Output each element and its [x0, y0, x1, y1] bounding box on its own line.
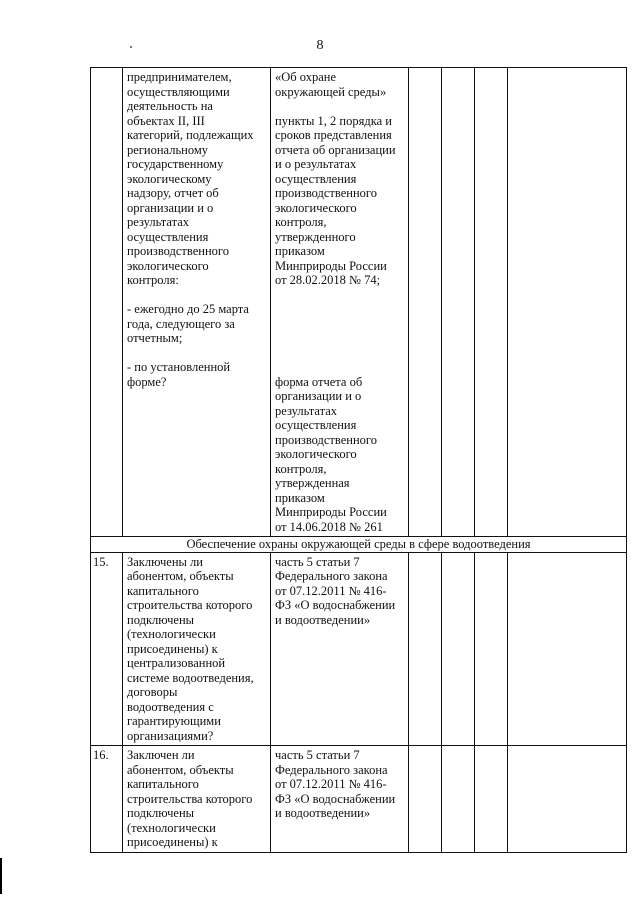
answer-no-cell	[442, 68, 475, 537]
answer-na-cell	[475, 68, 508, 537]
table-row	[91, 552, 627, 746]
legal-reference-cell: часть 5 статьи 7 Федерального закона от 07.12.2011 № 416- ФЗ «О водоснабжении и водоотведении»	[271, 552, 409, 746]
table-row	[91, 68, 627, 537]
note-cell	[508, 746, 627, 853]
section-title: Обеспечение охраны окружающей среды в сфере водоотведения	[91, 537, 627, 553]
scan-speck	[130, 46, 132, 48]
table-row	[91, 746, 627, 853]
section-header-row	[91, 537, 627, 553]
checklist-table	[90, 67, 627, 853]
scan-edge-mark	[0, 858, 2, 894]
answer-na-cell	[475, 746, 508, 853]
answer-yes-cell	[409, 68, 442, 537]
legal-reference-cell: «Об охране окружающей среды» пункты 1, 2 порядка и сроков представления отчета об организации и о результатах осуществления производственного экологического контроля, утвержденного приказом Минприроды России от 28.02.2018 № 74; форма отчета об организации и о результатах осуществления производственного экологического контроля, утвержденная приказом Минприроды России от 14.06.2018 № 261	[271, 68, 409, 537]
row-number-cell: 16.	[91, 746, 123, 853]
question-cell: Заключены ли абонентом, объекты капитального строительства которого подключены (технологически присоединены) к централизованной системе водоотведения, договоры водоотведения с гарантирующими организациями?	[123, 552, 271, 746]
question-cell: Заключен ли абонентом, объекты капитального строительства которого подключены (технологически присоединены) к	[123, 746, 271, 853]
row-number-cell	[91, 68, 123, 537]
legal-reference-cell: часть 5 статьи 7 Федерального закона от 07.12.2011 № 416- ФЗ «О водоснабжении и водоотведении»	[271, 746, 409, 853]
page-number: 8	[316, 38, 324, 53]
answer-no-cell	[442, 552, 475, 746]
row-number-cell: 15.	[91, 552, 123, 746]
answer-yes-cell	[409, 552, 442, 746]
answer-yes-cell	[409, 746, 442, 853]
note-cell	[508, 68, 627, 537]
question-cell: предпринимателем, осуществляющими деятельность на объектах II, III категорий, подлежащих региональному государственному экологическому надзору, отчет об организации и о результатах осуществления производственного экологического контроля: - ежегодно до 25 марта года, следующего за отчетным; - по установленной форме?	[123, 68, 271, 537]
answer-no-cell	[442, 746, 475, 853]
note-cell	[508, 552, 627, 746]
answer-na-cell	[475, 552, 508, 746]
